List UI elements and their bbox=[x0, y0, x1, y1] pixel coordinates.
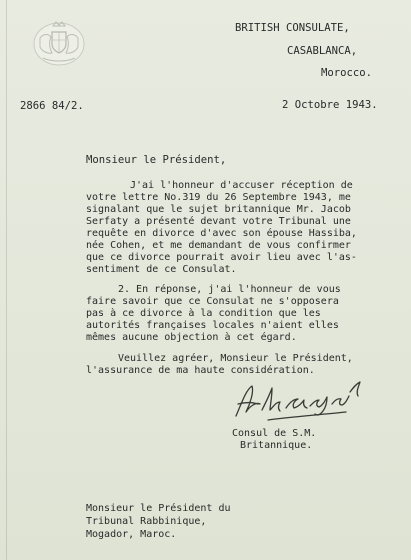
reference-number: 2866 84/2. bbox=[20, 100, 84, 112]
page-edge-shadow bbox=[6, 0, 7, 560]
salutation: Monsieur le Président, bbox=[86, 154, 227, 166]
addressee-line3: Mogador, Maroc. bbox=[86, 529, 177, 540]
paragraph-line: sentiment de ce Consulat. bbox=[86, 264, 237, 275]
handwritten-signature bbox=[228, 370, 376, 428]
royal-crest-emblem bbox=[31, 18, 87, 68]
sender-name: BRITISH CONSULATE, bbox=[235, 22, 350, 34]
paragraph-line: signalant que le sujet britannique Mr. Jacob bbox=[86, 204, 351, 215]
addressee-line2: Tribunal Rabbinique, bbox=[86, 516, 207, 527]
paragraph-line: Serfaty a présenté devant votre Tribunal une bbox=[86, 216, 351, 227]
addressee-line1: Monsieur le Président du bbox=[86, 503, 231, 514]
paragraph-line: 2. En réponse, j'ai l'honneur de vous bbox=[118, 284, 341, 295]
paragraph-line: faire savoir que ce Consulat ne s'opposera bbox=[86, 296, 339, 307]
paragraph-line: autorités françaises locales n'aient elles bbox=[86, 320, 339, 331]
paragraph-line: l'assurance de ma haute considération. bbox=[86, 365, 315, 376]
paragraph-line: que ce divorce pourrait avoir lieu avec l'as- bbox=[86, 252, 357, 263]
paragraph-line: requête en divorce d'avec son épouse Hassiba, bbox=[86, 228, 357, 239]
letter-date: 2 Octobre 1943. bbox=[282, 99, 378, 111]
sender-country: Morocco. bbox=[321, 67, 373, 79]
paragraph-line: J'ai l'honneur d'accuser réception de bbox=[130, 180, 353, 191]
paragraph-line: mêmes aucune objection à cet égard. bbox=[86, 332, 297, 343]
signatory-title-line2: Britannique. bbox=[240, 440, 313, 451]
paragraph-line: Veuillez agréer, Monsieur le Président, bbox=[118, 353, 353, 364]
paragraph-line: pas à ce divorce à la condition que les bbox=[86, 308, 321, 319]
paragraph-line: née Cohen, et me demandant de vous confirmer bbox=[86, 240, 351, 251]
signatory-title-line1: Consul de S.M. bbox=[232, 428, 317, 439]
paragraph-line: votre lettre No.319 du 26 Septembre 1943, me bbox=[86, 192, 351, 203]
sender-city: CASABLANCA, bbox=[287, 45, 358, 57]
